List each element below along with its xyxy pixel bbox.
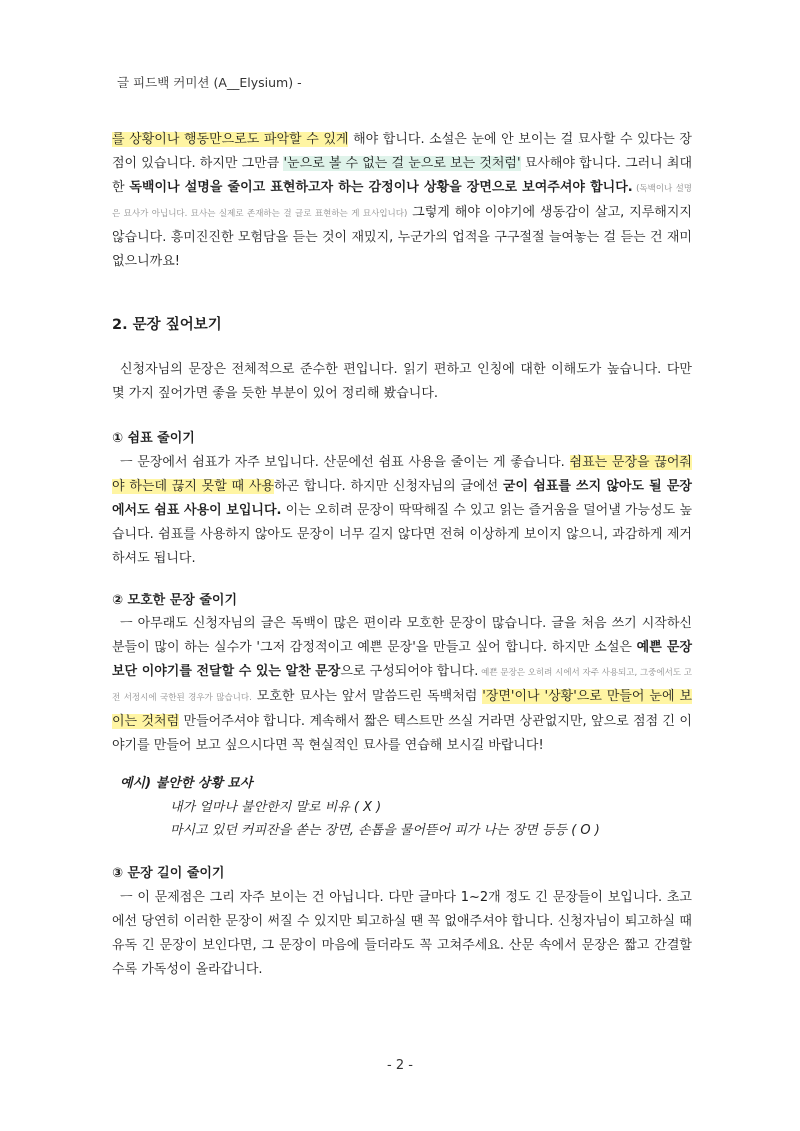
item-heading: ① 쉼표 줄이기 (112, 431, 195, 446)
text-run: 그렇게 해야 이야기에 생동감이 살고, 지루해지지 않습니다. 흥미진진한 모험담을 듣는 것이 재밌지, 누군가의 업적을 구구절절 늘여놓는 걸 듣는 건 재미없으니까요! (112, 205, 692, 269)
section-intro-paragraph: 신청자님의 문장은 전체적으로 준수한 편입니다. 읽기 편하고 인칭에 대한 이해도가 높습니다. 다만 몇 가지 짚어가면 좋을 듯한 부분이 있어 정리해 봤습니다. (112, 362, 692, 401)
highlight-green: '눈으로 볼 수 없는 걸 눈으로 보는 것처럼' (283, 156, 521, 171)
item-paragraph (112, 451, 692, 571)
example-line: 내가 얼마나 불안한지 말로 비유 ( X ) (170, 800, 382, 815)
highlight-yellow: 를 상황이나 행동만으로도 파악할 수 있게 (112, 132, 349, 147)
text-run: 해야 합니다. 소설은 눈에 안 보이는 걸 묘사할 수 있다는 장점이 있습니다. 하지만 그만큼 (112, 132, 692, 171)
text-run: 이는 오히려 문장이 딱딱해질 수 있고 읽는 즐거움을 덜어낼 가능성도 높습니다. 쉼표를 사용하지 않아도 문장이 너무 길지 않다면 전혀 이상하게 보이지 않으니, 과감하게 제거하셔도 됩니다. (112, 503, 693, 566)
highlight-yellow: '장면'이나 '상황'으로 만들어 눈에 보이는 것처럼 (112, 689, 692, 729)
item-paragraph: ㅡ 이 문제점은 그리 자주 보이는 건 아닙니다. 다만 글마다 1~2개 정도 긴 문장들이 보입니다. 초고에선 당연히 이러한 문장이 써질 수 있지만 퇴고하실 땐 꼭 없애주셔야 합니다. 신청자님이 퇴고하실 때 유독 긴 문장이 보인다면, 그 문장이 마음에 들더라도 꼭 고쳐주세요. 산문 속에서 문장은 짧고 간결할수록 가독성이 올라갑니다. (112, 890, 692, 977)
text-run: 모호한 묘사는 앞서 말씀드린 독백처럼 (251, 689, 483, 704)
intro-paragraph (112, 128, 692, 274)
text-run: 하곤 합니다. 하지만 신청자님의 글에선 (274, 479, 503, 494)
example-line: 마시고 있던 커피잔을 쏟는 장면, 손톱을 물어뜯어 피가 나는 장면 등등 ( O ) (170, 823, 600, 838)
section-heading: 2. 문장 짚어보기 (112, 317, 222, 333)
text-run: ㅡ 문장에서 쉼표가 자주 보입니다. 산문에선 쉼표 사용을 줄이는 게 좋습니다. (120, 455, 570, 470)
text-run: 묘사해야 합니다. 그러니 최대한 (112, 156, 693, 195)
text-run: ㅡ 아무래도 신청자님의 글은 독백이 많은 편이라 모호한 문장이 많습니다. 글을 처음 쓰기 시작하신 분들이 많이 하는 실수가 '그저 감정적이고 예쁜 문장'을 만들고 싶어 합니다. 하지만 소설은 (112, 616, 692, 655)
page-number: - 2 - (387, 1058, 413, 1073)
example-title: 예시) 불안한 상황 묘사 (120, 776, 253, 791)
text-run: 만들어주셔야 합니다. 계속해서 짧은 텍스트만 쓰실 거라면 상관없지만, 앞으로 점점 긴 이야기를 만들어 보고 싶으시다면 꼭 현실적인 묘사를 연습해 보시길 바랍니다! (112, 714, 692, 753)
small-note: (독백이나 설명은 묘사가 아닙니다. 묘사는 실제로 존재하는 걸 글로 표현하는 게 묘사입니다) (112, 184, 692, 219)
bold-text: 굳이 쉼표를 쓰지 않아도 될 문장에서도 쉼표 사용이 보입니다. (112, 479, 692, 518)
small-note: 예쁜 문장은 오히려 시에서 자주 사용되고, 그중에서도 고전 서정시에 국한된 경우가 많습니다. (112, 668, 692, 703)
item-heading: ② 모호한 문장 줄이기 (112, 593, 238, 608)
bold-text: 독백이나 설명을 줄이고 표현하고자 하는 감정이나 상황을 장면으로 보여주셔야 합니다. (129, 180, 633, 195)
item-heading: ③ 문장 길이 줄이기 (112, 866, 225, 881)
item-paragraph (112, 612, 692, 758)
highlight-yellow: 쉼표는 문장을 끊어줘야 하는데 끊지 못할 때 사용 (112, 455, 692, 494)
text-run: 으로 구성되어야 합니다. (340, 664, 479, 679)
running-header: 글 피드백 커미션 (A__Elysium) - (117, 75, 302, 90)
bold-text: 예쁜 문장보단 이야기를 전달할 수 있는 알찬 문장 (112, 640, 692, 679)
